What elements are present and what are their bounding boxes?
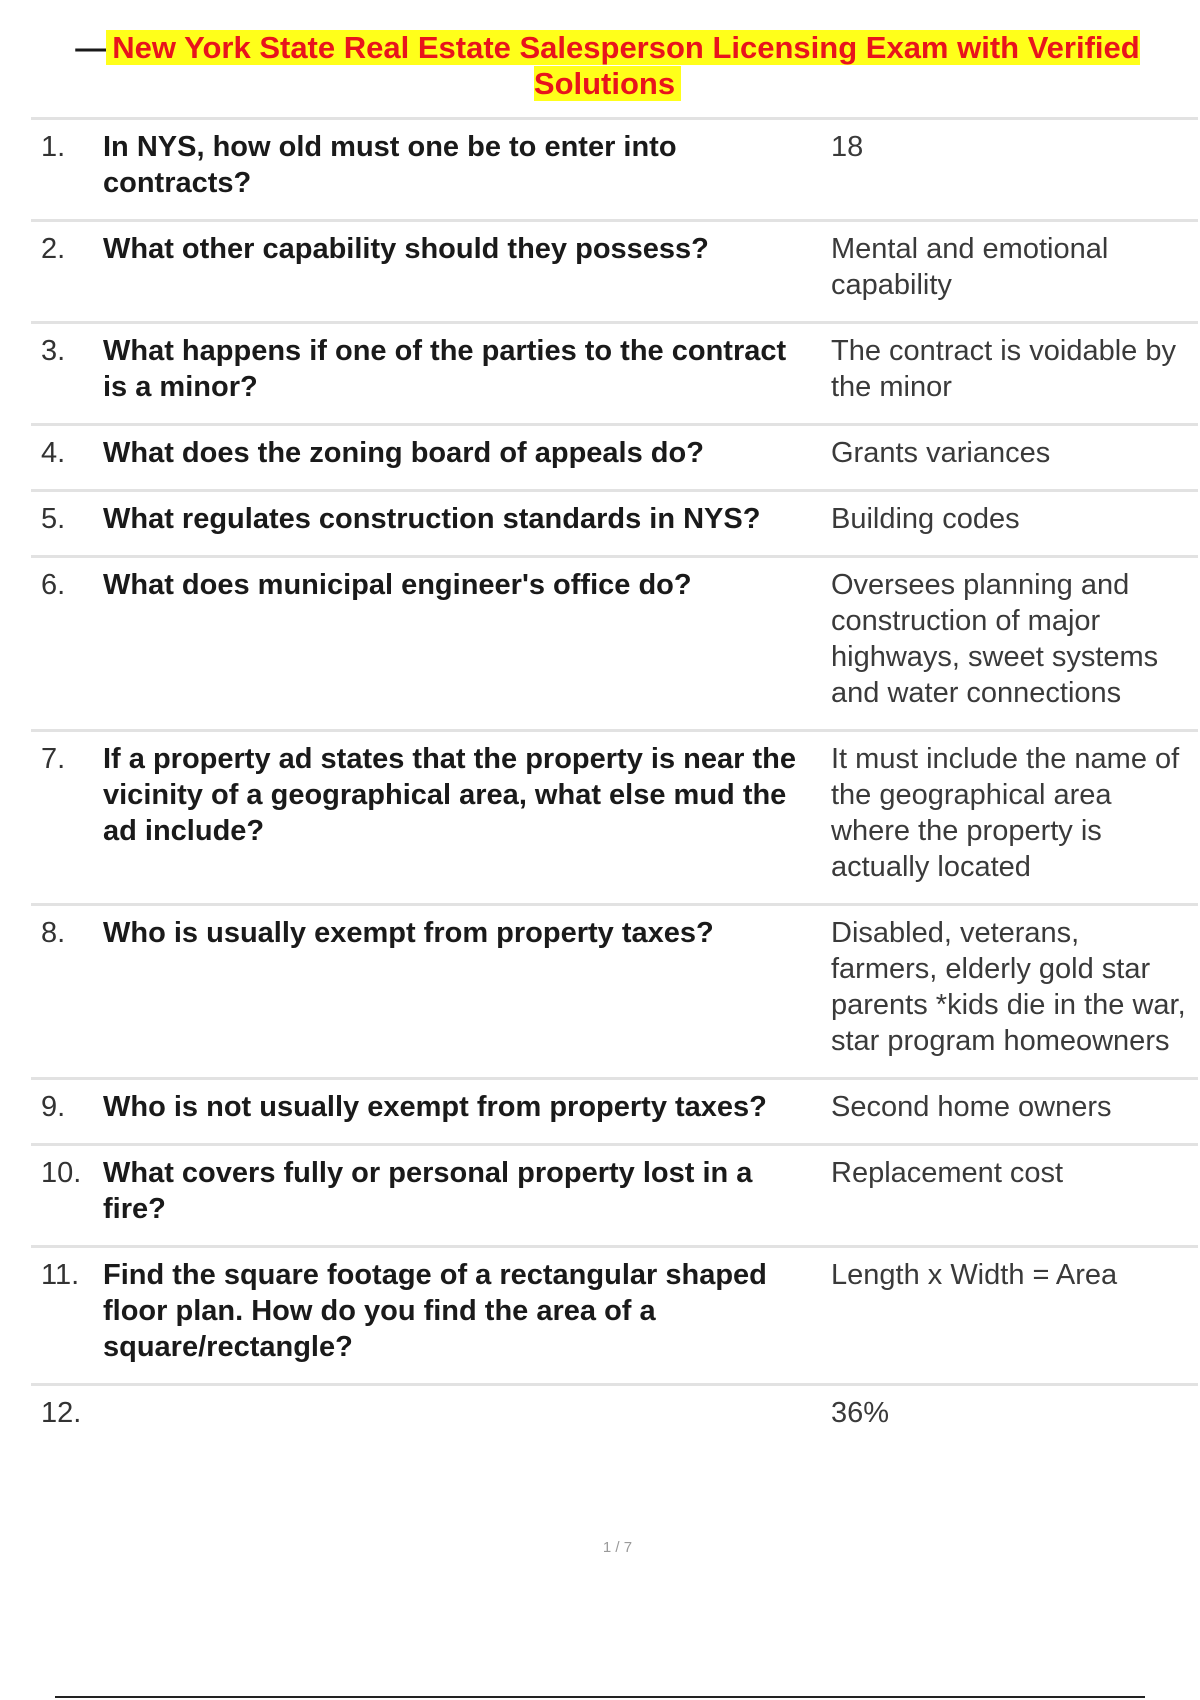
table-row xyxy=(31,731,1198,905)
question-text: What covers fully or personal property lost in a fire? xyxy=(102,1145,830,1247)
row-number: 10. xyxy=(31,1145,102,1247)
answer-text: Oversees planning and construction of major highways, sweet systems and water connections xyxy=(830,557,1198,731)
row-number: 4. xyxy=(31,425,102,491)
qa-table xyxy=(31,117,1198,1449)
answer-text: 18 xyxy=(830,119,1198,221)
row-number: 1. xyxy=(31,119,102,221)
question-text: Who is not usually exempt from property taxes? xyxy=(102,1079,830,1145)
question-text: What other capability should they possess? xyxy=(102,221,830,323)
table-row xyxy=(31,119,1198,221)
table-row xyxy=(31,221,1198,323)
question-text: What regulates construction standards in NYS? xyxy=(102,491,830,557)
row-number: 5. xyxy=(31,491,102,557)
table-row xyxy=(31,1385,1198,1450)
table-row xyxy=(31,557,1198,731)
question-text xyxy=(102,1385,830,1450)
document-title xyxy=(55,30,1160,102)
answer-text: Second home owners xyxy=(830,1079,1198,1145)
answer-text: 36% xyxy=(830,1385,1198,1450)
answer-text: The contract is voidable by the minor xyxy=(830,323,1198,425)
table-row xyxy=(31,905,1198,1079)
table-row xyxy=(31,491,1198,557)
bottom-divider xyxy=(55,1696,1145,1698)
question-text: In NYS, how old must one be to enter into contracts? xyxy=(102,119,830,221)
question-text: What does municipal engineer's office do? xyxy=(102,557,830,731)
table-row xyxy=(31,323,1198,425)
qa-table-body xyxy=(31,119,1198,1450)
row-number: 12. xyxy=(31,1385,102,1450)
table-row xyxy=(31,1079,1198,1145)
row-number: 7. xyxy=(31,731,102,905)
row-number: 2. xyxy=(31,221,102,323)
row-number: 3. xyxy=(31,323,102,425)
question-text: What happens if one of the parties to the contract is a minor? xyxy=(102,323,830,425)
page-indicator: 1 / 7 xyxy=(602,1539,633,1556)
title-dash: — xyxy=(75,30,107,65)
answer-text: Mental and emotional capability xyxy=(830,221,1198,323)
table-row xyxy=(31,1145,1198,1247)
question-text: Find the square footage of a rectangular shaped floor plan. How do you find the area of a square/rectangle? xyxy=(102,1247,830,1385)
row-number: 6. xyxy=(31,557,102,731)
answer-text: Length x Width = Area xyxy=(830,1247,1198,1385)
table-row xyxy=(31,1247,1198,1385)
answer-text: Replacement cost xyxy=(830,1145,1198,1247)
question-text: Who is usually exempt from property taxes? xyxy=(102,905,830,1079)
question-text: What does the zoning board of appeals do? xyxy=(102,425,830,491)
question-text: If a property ad states that the property is near the vicinity of a geographical area, what else mud the ad include? xyxy=(102,731,830,905)
table-row xyxy=(31,425,1198,491)
row-number: 8. xyxy=(31,905,102,1079)
answer-text: Disabled, veterans, farmers, elderly gold star parents *kids die in the war, star program homeowners xyxy=(830,905,1198,1079)
row-number: 11. xyxy=(31,1247,102,1385)
answer-text: Building codes xyxy=(830,491,1198,557)
answer-text: Grants variances xyxy=(830,425,1198,491)
title-text: New York State Real Estate Salesperson Licensing Exam with Verified Solutions xyxy=(106,30,1139,101)
answer-text: It must include the name of the geographical area where the property is actually located xyxy=(830,731,1198,905)
row-number: 9. xyxy=(31,1079,102,1145)
